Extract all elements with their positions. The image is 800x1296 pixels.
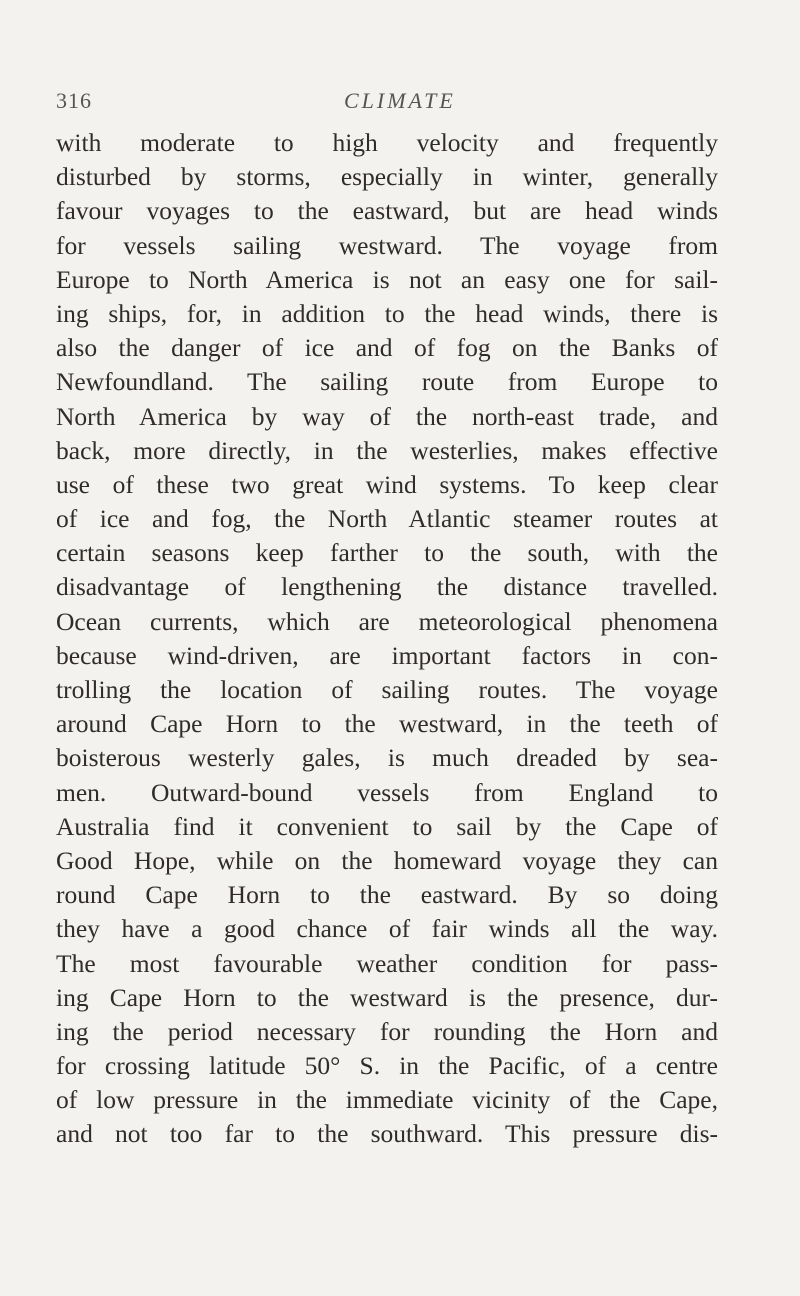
text-line: certain seasons keep farther to the south, with the [56,538,718,568]
text-line: trolling the location of sailing routes. The voyage [56,675,718,704]
text-line: round Cape Horn to the eastward. By so doing [56,880,718,910]
text-line: The most favourable weather condition for pass- [56,948,718,978]
body-text [56,126,718,1152]
text-line: use of these two great wind systems. To keep clear [56,469,718,499]
text-line: Good Hope, while on the homeward voyage they can [56,845,718,875]
text-line: favour voyages to the eastward, but are head winds [56,196,718,226]
text-line: disturbed by storms, especially in winter, generally [56,162,718,192]
running-title: CLIMATE [344,88,456,113]
text-line: of low pressure in the immediate vicinity of the Cape, [56,1085,718,1115]
text-line: with moderate to high velocity and frequently [56,128,718,157]
text-line: for vessels sailing westward. The voyage from [56,230,718,260]
text-line: also the danger of ice and of fog on the Banks of [56,333,718,363]
text-line: boisterous westerly gales, is much dreaded by sea- [56,743,718,773]
text-line: disadvantage of lengthening the distance travelled. [56,572,718,602]
text-line: back, more directly, in the westerlies, makes effective [56,435,718,465]
text-line: Newfoundland. The sailing route from Europe to [56,367,718,397]
text-line: because wind-driven, are important factors in con- [56,640,718,670]
text-line: and not too far to the southward. This pressure dis- [56,1119,718,1149]
page-number: 316 [56,88,92,113]
text-line: for crossing latitude 50° S. in the Pacific, of a centre [56,1051,718,1081]
text-line: ing ships, for, in addition to the head winds, there is [56,298,718,328]
text-line: North America by way of the north-east trade, and [56,401,718,431]
text-line: men. Outward-bound vessels from England to [56,777,718,807]
text-line: ing the period necessary for rounding the Horn and [56,1016,718,1046]
text-line: Europe to North America is not an easy one for sail- [56,264,718,294]
text-line: around Cape Horn to the westward, in the teeth of [56,709,718,739]
text-line: ing Cape Horn to the westward is the presence, dur- [56,982,718,1012]
text-line: Ocean currents, which are meteorological phenomena [56,606,718,636]
text-line: of ice and fog, the North Atlantic steamer routes at [56,504,718,534]
text-line: they have a good chance of fair winds all the way. [56,914,718,944]
text-line: Australia find it convenient to sail by the Cape of [56,811,718,841]
running-head [56,88,716,120]
